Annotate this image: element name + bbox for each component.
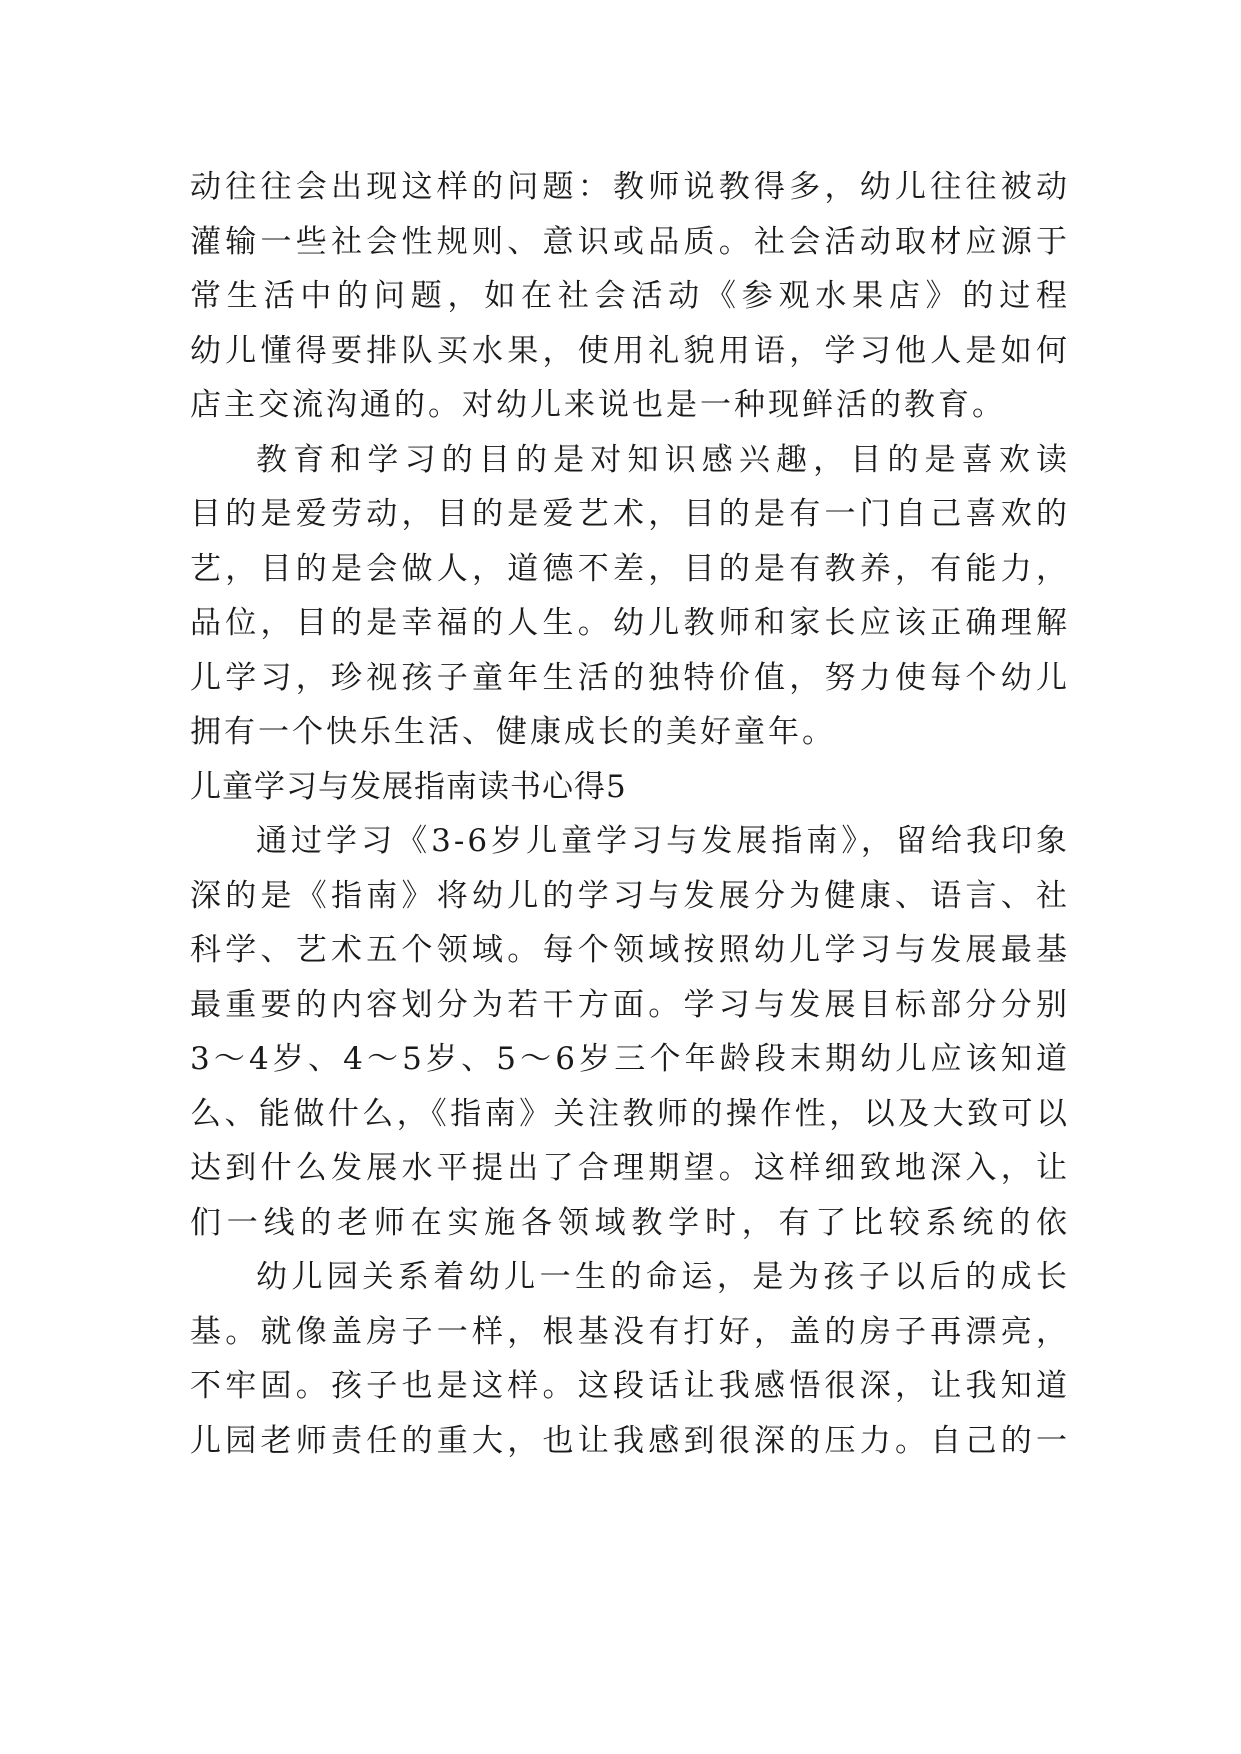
section-heading: 儿童学习与发展指南读书心得5: [190, 768, 627, 805]
text-line: 教育和学习的目的是对知识感兴趣，目的是喜欢读: [256, 441, 1070, 478]
paragraph: [190, 1250, 1070, 1468]
text-line: 店主交流沟通的。对幼儿来说也是一种现鲜活的教育。: [190, 387, 1006, 423]
text-line: 儿园老师责任的重大，也让我感到很深的压力。自己的一: [190, 1422, 1070, 1459]
paragraph: [190, 814, 1070, 1250]
text-line: 灌输一些社会性规则、意识或品质。社会活动取材应源于: [190, 223, 1070, 260]
text-line: 品位，目的是幸福的人生。幼儿教师和家长应该正确理解: [190, 605, 1070, 641]
text-line: 达到什么发展水平提出了合理期望。这样细致地深入，让: [190, 1150, 1070, 1186]
text-line: 么、能做什么，《指南》关注教师的操作性，以及大致可以: [190, 1095, 1070, 1132]
text-line: 科学、艺术五个领域。每个领域按照幼儿学习与发展最基: [190, 932, 1070, 968]
text-line: 深的是《指南》将幼儿的学习与发展分为健康、语言、社: [190, 877, 1070, 914]
text-line: 动往往会出现这样的问题：教师说教得多，幼儿往往被动: [190, 169, 1070, 205]
text-line: 儿学习，珍视孩子童年生活的独特价值，努力使每个幼儿: [190, 659, 1070, 696]
text-line: 艺，目的是会做人，道德不差，目的是有教养，有能力，: [190, 550, 1070, 587]
paragraph: [190, 433, 1070, 760]
text-line: 目的是爱劳动，目的是爱艺术，目的是有一门自己喜欢的: [190, 496, 1070, 532]
document-body: [190, 160, 1070, 1468]
text-line: 幼儿园关系着幼儿一生的命运，是为孩子以后的成长: [256, 1259, 1070, 1295]
text-line: 通过学习《3-6岁儿童学习与发展指南》，留给我印象: [256, 823, 1070, 859]
text-line: 不牢固。孩子也是这样。这段话让我感悟很深，让我知道: [190, 1368, 1070, 1404]
text-line: 拥有一个快乐生活、健康成长的美好童年。: [190, 714, 836, 750]
text-line: 3～4岁、4～5岁、5～6岁三个年龄段末期幼儿应该知道: [190, 1041, 1070, 1077]
text-line: 基。就像盖房子一样，根基没有打好，盖的房子再漂亮，: [190, 1313, 1070, 1350]
paragraph-continued: [190, 160, 1070, 433]
text-line: 最重要的内容划分为若干方面。学习与发展目标部分分别: [190, 986, 1070, 1023]
text-line: 幼儿懂得要排队买水果，使用礼貌用语，学习他人是如何: [190, 332, 1070, 369]
text-line: 常生活中的问题，如在社会活动《参观水果店》的过程: [190, 278, 1070, 314]
text-line: 们一线的老师在实施各领域教学时，有了比较系统的依: [190, 1204, 1070, 1241]
